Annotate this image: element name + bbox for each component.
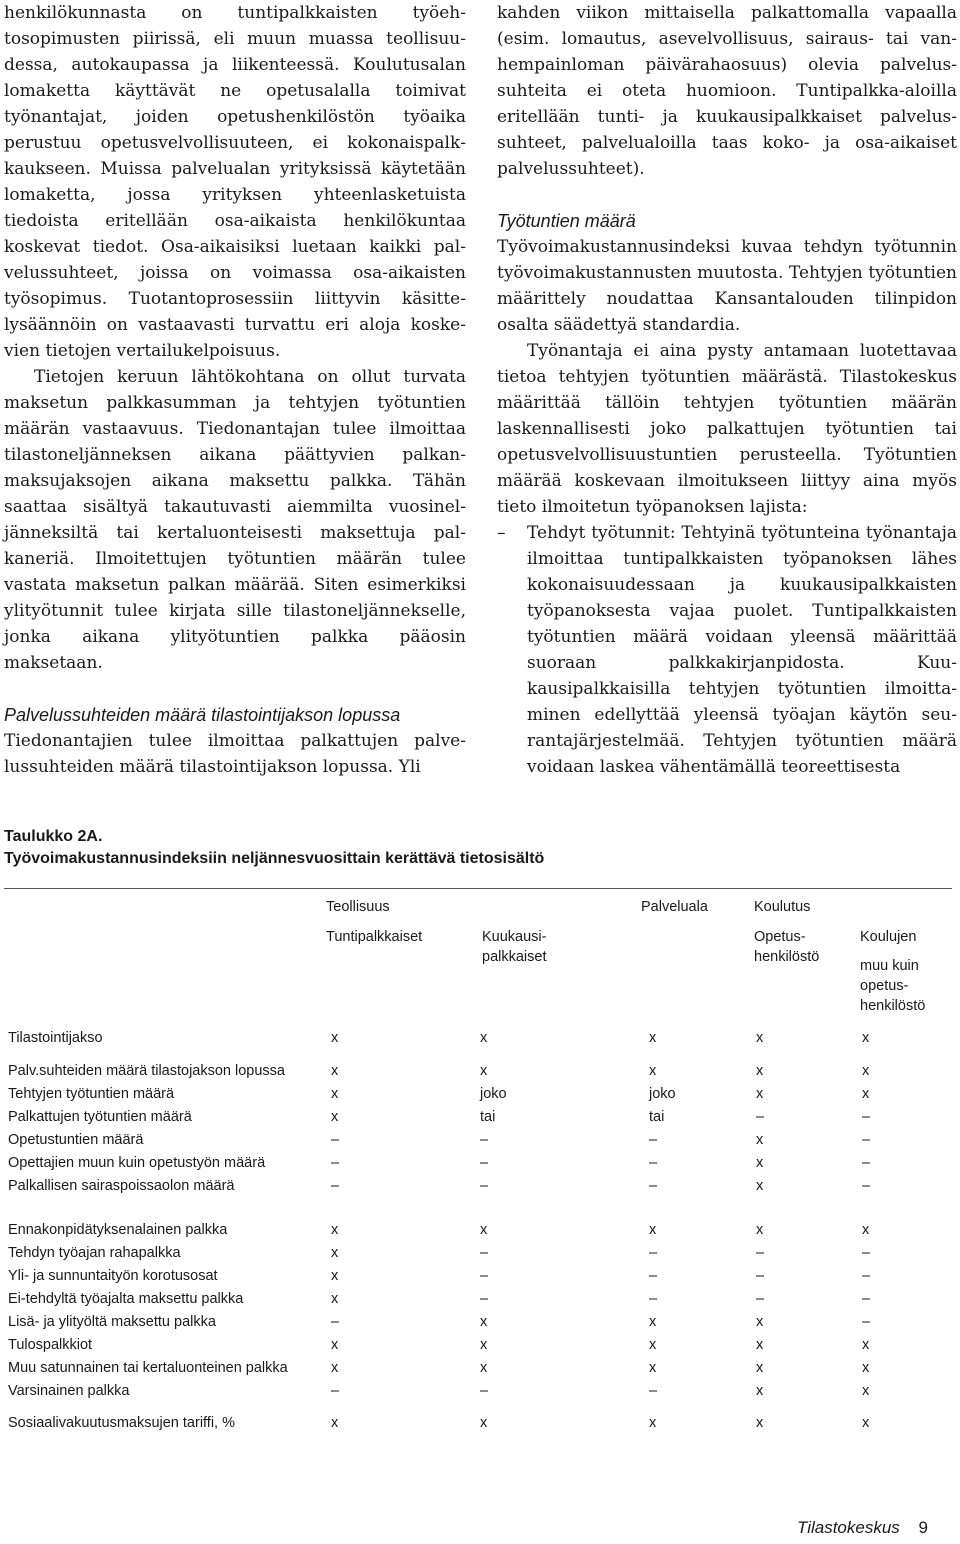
header-line: Opetus- [754,929,806,945]
row-label: Varsinainen palkka [8,1383,130,1399]
table-cell: x [331,1268,339,1284]
table-cell: x [756,1086,764,1102]
table-cell: x [862,1063,870,1079]
table-cell: – [862,1109,871,1125]
table-cell: x [331,1063,339,1079]
table-row [4,1288,952,1310]
col-header-opetushenkilosto [754,927,819,967]
table-cell: x [862,1337,870,1353]
row-label: Sosiaalivakuutusmaksujen tariffi, % [8,1415,236,1431]
row-label: Palv.suhteiden määrä tilastojakson lopussa [8,1063,286,1079]
row-label: Muu satunnainen tai kertaluonteinen palkka [8,1360,288,1376]
footer-brand: Tilastokeskus [796,1518,900,1537]
table-cell: tai [480,1109,496,1125]
left-text-column [4,0,466,780]
table-top-rule [4,888,952,889]
table-cell: – [756,1268,765,1284]
table-cell: x [756,1383,764,1399]
header-line: Koulujen [860,929,917,945]
col-header-muu-henkilosto [860,927,925,1016]
row-label: Opettajien muun kuin opetustyön määrä [8,1155,266,1171]
header-line: palkkaiset [482,949,547,965]
table-cell: – [331,1178,340,1194]
table-number: Taulukko 2A. [4,828,103,845]
table-row [4,1106,952,1128]
table-cell: x [331,1245,339,1261]
table-cell: – [649,1178,658,1194]
table-cell: x [331,1291,339,1307]
table-cell: tai [649,1109,665,1125]
table-row [4,1175,952,1197]
bullet-dash: – [497,523,506,543]
table-cell: x [649,1415,657,1431]
table-cell: x [862,1222,870,1238]
group-header-palveluala: Palveluala [641,899,708,915]
table-cell: x [862,1086,870,1102]
table-cell: – [649,1268,658,1284]
row-label: Ei-tehdyltä työajalta maksettu palkka [8,1291,244,1307]
table-cell: x [649,1063,657,1079]
row-label: Palkattujen työtuntien määrä [8,1109,192,1125]
table-cell: x [756,1415,764,1431]
col-header-tuntipalkkaiset: Tuntipalkkaiset [326,929,423,945]
table-row [4,1152,952,1174]
header-line: henkilöstö [754,949,820,965]
table-cell: x [756,1155,764,1171]
table-cell: – [649,1245,658,1261]
table-cell: – [862,1178,871,1194]
table-cell: – [649,1155,658,1171]
table-cell: – [862,1291,871,1307]
table-cell: x [862,1383,870,1399]
table-cell: – [480,1132,489,1148]
table-title: Työvoimakustannusindeksiin neljännesvuosittain kerättävä tietosisältö [4,850,545,867]
group-header-koulutus: Koulutus [754,899,811,915]
table-cell: x [331,1360,339,1376]
table-caption [4,826,544,870]
row-label: Ennakonpidätyksenalainen palkka [8,1222,228,1238]
table-row [4,1242,952,1264]
table-row [4,1357,952,1379]
paragraph: Tietojen keruun lähtökohtana on ollut turvata maksetun palkkasumman ja tehtyjen työtuntien määrän vastaavuus. Tiedonantajan tulee ilmoittaa tilastoneljänneksen aikana päättyvien palkanmaksujaksojen aikana maksettu palkka. Tähän saattaa sisältyä takautuvasti aiemmilta vuosineljänneksiltä tai kertaluonteisesti maksettuja palkaneriä. Ilmoitettujen työtuntien määrän tulee vastata maksetun palkan määrää. Siten esimerkiksi ylityötunnit tulee kirjata sille tilastoneljännekselle, jonka aikana ylityötuntien palkka pääosin maksetaan. [4,367,466,673]
table-cell: – [862,1155,871,1171]
table-cell: – [480,1268,489,1284]
table-cell: – [331,1314,340,1330]
row-label: Tilastointijakso [8,1030,103,1046]
table-cell: – [862,1314,871,1330]
table-cell: – [862,1132,871,1148]
paragraph: kahden viikon mittaisella palkattomalla vapaalla (esim. lomautus, asevelvollisuus, sairaus- tai vanhempainloman päivärahaosuus) olevia palvelussuhteita ei oteta huomioon. Tuntipalkka-aloilla eritellään tunti- ja kuukausipalkkaiset palvelussuhteet, palvelualoilla taas koko- ja osa-aikaiset palvelussuhteet). [497,3,957,179]
row-label: Tehdyn työajan rahapalkka [8,1245,181,1261]
table-cell: x [331,1415,339,1431]
table-cell: x [649,1222,657,1238]
table-cell: x [480,1314,488,1330]
table-cell: – [480,1291,489,1307]
header-line: Kuukausi- [482,929,547,945]
page-footer [797,1518,928,1538]
paragraph: henkilökunnasta on tuntipalkkaisten työehtosopimusten piirissä, eli muun muassa teollisuudessa, autokaupassa ja liikenteessä. Koulutusalan lomaketta käyttävät ne opetusalalla toimivat työnantajat, joiden opetushenkilöstön työaika perustuu opetusvelvollisuuteen, ei kokonaispalkkaukseen. Muissa palvelualan yrityksissä käytetään lomaketta, jossa yrityksen yhteenlasketuista tiedoista eritellään osa-aikaista henkilökuntaa koskevat tiedot. Osa-aikaisiksi luetaan kaikki palvelussuhteet, joissa on voimassa osa-aikaisten työsopimus. Tuotantoprosessiin liittyvin käsittelysäännöin on vastaavasti turvattu eri aloja koskevien tietojen vertailukelpoisuus. [4,3,466,361]
table-cell: x [756,1178,764,1194]
section-heading: Työtuntien määrä [497,211,636,231]
row-label: Tulospalkkiot [8,1337,93,1353]
header-line: henkilöstö [860,998,926,1014]
table-row [4,1265,952,1287]
group-header-teollisuus: Teollisuus [326,899,390,915]
table-cell: x [862,1415,870,1431]
table-cell: x [331,1030,339,1046]
table-row [4,1334,952,1356]
table-cell: – [862,1245,871,1261]
row-label: Tehtyjen työtuntien määrä [8,1086,175,1102]
row-label: Lisä- ja ylityöltä maksettu palkka [8,1314,216,1330]
paragraph: Työvoimakustannusindeksi kuvaa tehdyn työtunnin työvoimakustannusten muutosta. Tehtyjen työtuntien määrittely noudattaa Kansantalouden tilinpidon osalta säädettyä standardia. [497,237,957,335]
table-cell: x [649,1030,657,1046]
table-cell: – [649,1383,658,1399]
table-cell: x [756,1314,764,1330]
page-number: 9 [918,1518,928,1537]
table-cell: – [756,1109,765,1125]
table-cell: – [480,1155,489,1171]
paragraph: Työnantaja ei aina pysty antamaan luotettavaa tietoa tehtyjen työtuntien määrästä. Tilastokeskus määrittää tällöin tehtyjen työtuntien määrän laskennallisesti joko palkattujen työtuntien tai opetusvelvollisuustuntien perusteella. Työtuntien määrää koskevaan ilmoitukseen liittyy aina myös tieto ilmoitetun työpanoksen lajista: [497,341,957,517]
table-cell: x [756,1222,764,1238]
table-cell: x [480,1360,488,1376]
table-row [4,1380,952,1402]
paragraph: Tiedonantajien tulee ilmoittaa palkattujen palvelussuhteiden määrä tilastointijakson lopussa. Yli [4,731,466,777]
table-cell: – [480,1178,489,1194]
header-line: muu kuin [860,958,919,974]
table-cell: x [331,1222,339,1238]
table-cell: – [649,1291,658,1307]
table-cell: joko [649,1086,676,1102]
table-cell: x [862,1360,870,1376]
table-cell: – [480,1245,489,1261]
header-line: opetus- [860,978,909,994]
bullet-text: Tehdyt työtunnit: Tehtyinä työtunteina työnantaja ilmoittaa tuntipalkkaisten työpanoksen lähes kokonaisuudessaan ja kuukausipalkkaisten työpanoksesta vajaa puolet. Tuntipalkkaisten työtuntien määrä voidaan yleensä määrittää suoraan palkkakirjanpidosta. Kuukausipalkkaisilla tehtyjen työtuntien ilmoittaminen edellyttää yleensä työajan käytön seurantajärjestelmää. Tehtyjen työtuntien määrä voidaan laskea vähentämällä teoreettisesta [527,523,957,777]
table-cell: x [756,1063,764,1079]
table-cell: – [331,1132,340,1148]
table-cell: x [480,1415,488,1431]
table-cell: x [331,1337,339,1353]
table-cell: x [756,1030,764,1046]
table-cell: x [756,1360,764,1376]
table-cell: joko [480,1086,507,1102]
table-cell: x [480,1063,488,1079]
bullet-item [497,520,957,780]
row-label: Palkallisen sairaspoissaolon määrä [8,1178,235,1194]
table-cell: x [331,1109,339,1125]
table-row [4,1311,952,1333]
table-cell: x [756,1337,764,1353]
table-row [4,1060,952,1082]
table-cell: x [480,1030,488,1046]
table-row [4,1083,952,1105]
table-row [4,1219,952,1241]
table-cell: x [862,1030,870,1046]
table-cell: – [649,1132,658,1148]
table-cell: x [649,1360,657,1376]
table-cell: – [756,1291,765,1307]
table-cell: – [862,1268,871,1284]
table-cell: x [649,1314,657,1330]
table-cell: x [756,1132,764,1148]
section-heading: Palvelussuhteiden määrä tilastointijakson lopussa [4,705,401,725]
col-header-kuukausipalkkaiset [482,927,546,967]
table-row [4,1129,952,1151]
table-cell: – [480,1383,489,1399]
table-cell: x [649,1337,657,1353]
table-row [4,1412,952,1434]
table-cell: – [756,1245,765,1261]
table-cell: – [331,1155,340,1171]
row-label: Yli- ja sunnuntaityön korotusosat [8,1268,218,1284]
table-cell: x [480,1222,488,1238]
table-cell: x [480,1337,488,1353]
right-text-column [497,0,957,780]
table-cell: – [331,1383,340,1399]
table-cell: x [331,1086,339,1102]
row-label: Opetustuntien määrä [8,1132,144,1148]
table-row [4,1027,952,1049]
